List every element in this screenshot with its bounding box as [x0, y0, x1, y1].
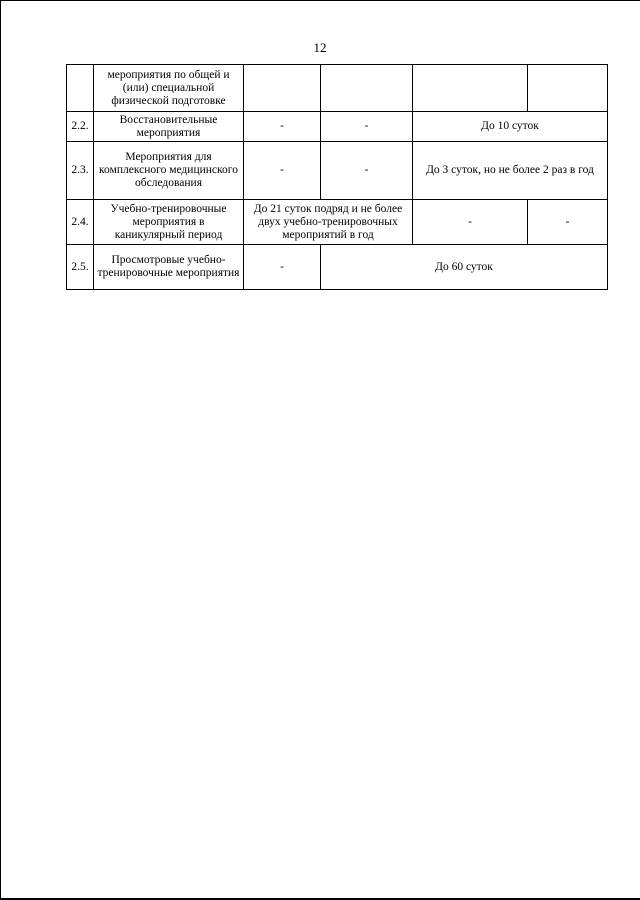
- table-cell: [528, 65, 608, 112]
- table-row: [67, 65, 608, 112]
- table-cell: -: [321, 112, 413, 142]
- events-table: [66, 64, 608, 290]
- scan-edge-left: [0, 0, 1, 900]
- event-name: Учебно-тренировочные мероприятия в каникулярный период: [94, 200, 244, 245]
- event-name: Просмотровые учебно-тренировочные мероприятия: [94, 245, 244, 290]
- table-cell-merged: До 3 суток, но не более 2 раз в год: [413, 142, 608, 200]
- row-number: 2.3.: [67, 142, 94, 200]
- table-cell-merged: До 10 суток: [413, 112, 608, 142]
- table-row: [67, 142, 608, 200]
- event-name: Восстановительные мероприятия: [94, 112, 244, 142]
- row-number: 2.2.: [67, 112, 94, 142]
- row-number: [67, 65, 94, 112]
- table-cell: -: [528, 200, 608, 245]
- table-row: [67, 245, 608, 290]
- table-cell: [244, 65, 321, 112]
- table-cell-merged: До 21 суток подряд и не более двух учебно-тренировочных мероприятий в год: [244, 200, 413, 245]
- table-cell: -: [244, 112, 321, 142]
- page-number: 12: [313, 40, 327, 55]
- table-cell: [413, 65, 528, 112]
- event-name: Мероприятия для комплексного медицинского обследования: [94, 142, 244, 200]
- table-cell: -: [244, 245, 321, 290]
- table-row: [67, 112, 608, 142]
- table-cell: -: [321, 142, 413, 200]
- row-number: 2.5.: [67, 245, 94, 290]
- scan-edge-top: [0, 0, 640, 1]
- table-row: [67, 200, 608, 245]
- table-cell: [321, 65, 413, 112]
- table-cell: -: [413, 200, 528, 245]
- table-cell-merged: До 60 суток: [321, 245, 608, 290]
- table-cell: -: [244, 142, 321, 200]
- row-number: 2.4.: [67, 200, 94, 245]
- event-name: мероприятия по общей и (или) специальной физической подготовке: [94, 65, 244, 112]
